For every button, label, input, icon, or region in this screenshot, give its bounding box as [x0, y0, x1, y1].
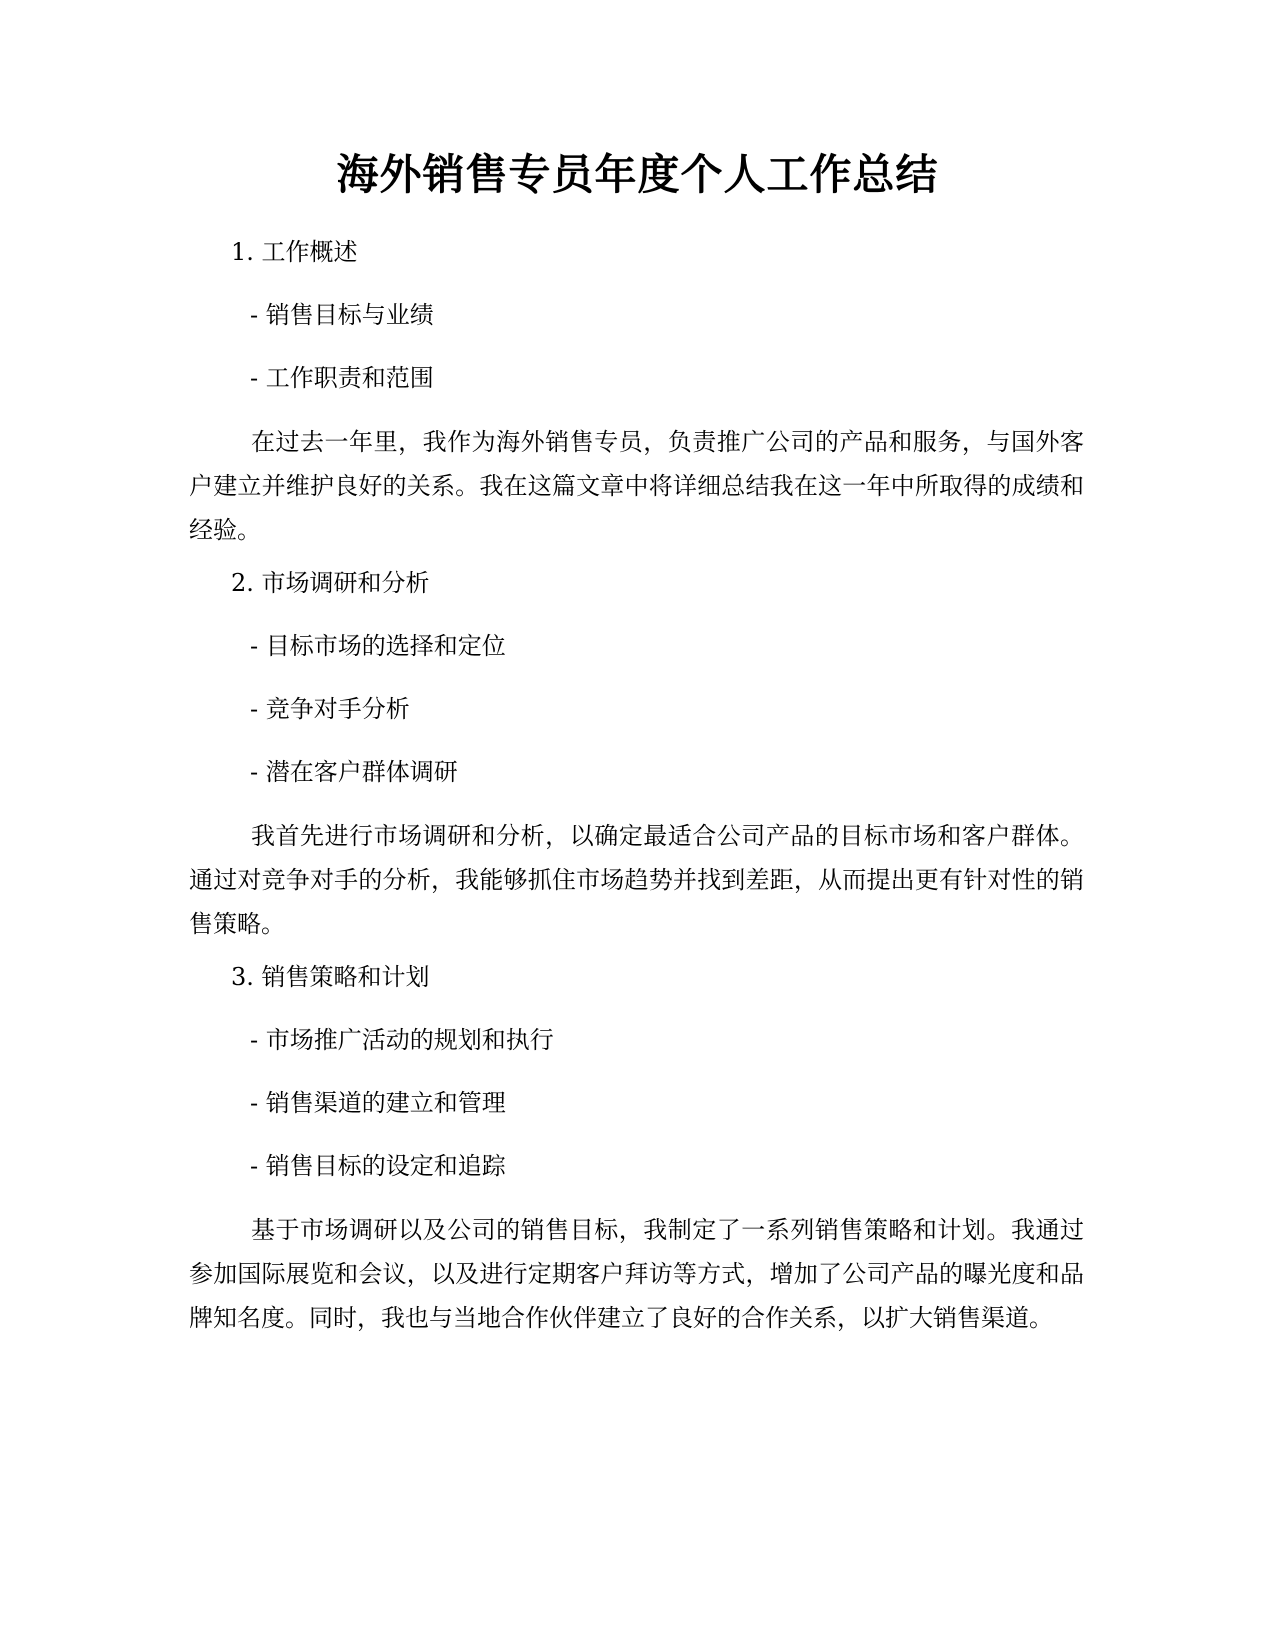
body-paragraph: 在过去一年里，我作为海外销售专员，负责推广公司的产品和服务，与国外客户建立并维护良好的关系。我在这篇文章中将详细总结我在这一年中所取得的成绩和经验。 — [189, 428, 1084, 544]
bullet-item: - 竞争对手分析 — [250, 695, 410, 723]
bullet-item: - 潜在客户群体调研 — [250, 758, 458, 786]
bullet-item: - 目标市场的选择和定位 — [250, 632, 506, 660]
bullet-item: - 销售目标与业绩 — [250, 301, 434, 329]
body-paragraph: 我首先进行市场调研和分析，以确定最适合公司产品的目标市场和客户群体。通过对竞争对手的分析，我能够抓住市场趋势并找到差距，从而提出更有针对性的销售策略。 — [189, 822, 1084, 938]
bullet-item: - 工作职责和范围 — [250, 364, 434, 392]
bullet-item: - 销售渠道的建立和管理 — [250, 1089, 506, 1117]
body-paragraph: 基于市场调研以及公司的销售目标，我制定了一系列销售策略和计划。我通过参加国际展览和会议，以及进行定期客户拜访等方式，增加了公司产品的曝光度和品牌知名度。同时，我也与当地合作伙伴建立了良好的合作关系，以扩大销售渠道。 — [189, 1216, 1084, 1332]
section-heading: 1. 工作概述 — [231, 238, 358, 266]
bullet-item: - 销售目标的设定和追踪 — [250, 1152, 506, 1180]
bullet-item: - 市场推广活动的规划和执行 — [250, 1026, 554, 1054]
section-heading: 3. 销售策略和计划 — [231, 963, 430, 991]
section-heading: 2. 市场调研和分析 — [231, 569, 430, 597]
document-title: 海外销售专员年度个人工作总结 — [336, 150, 939, 199]
